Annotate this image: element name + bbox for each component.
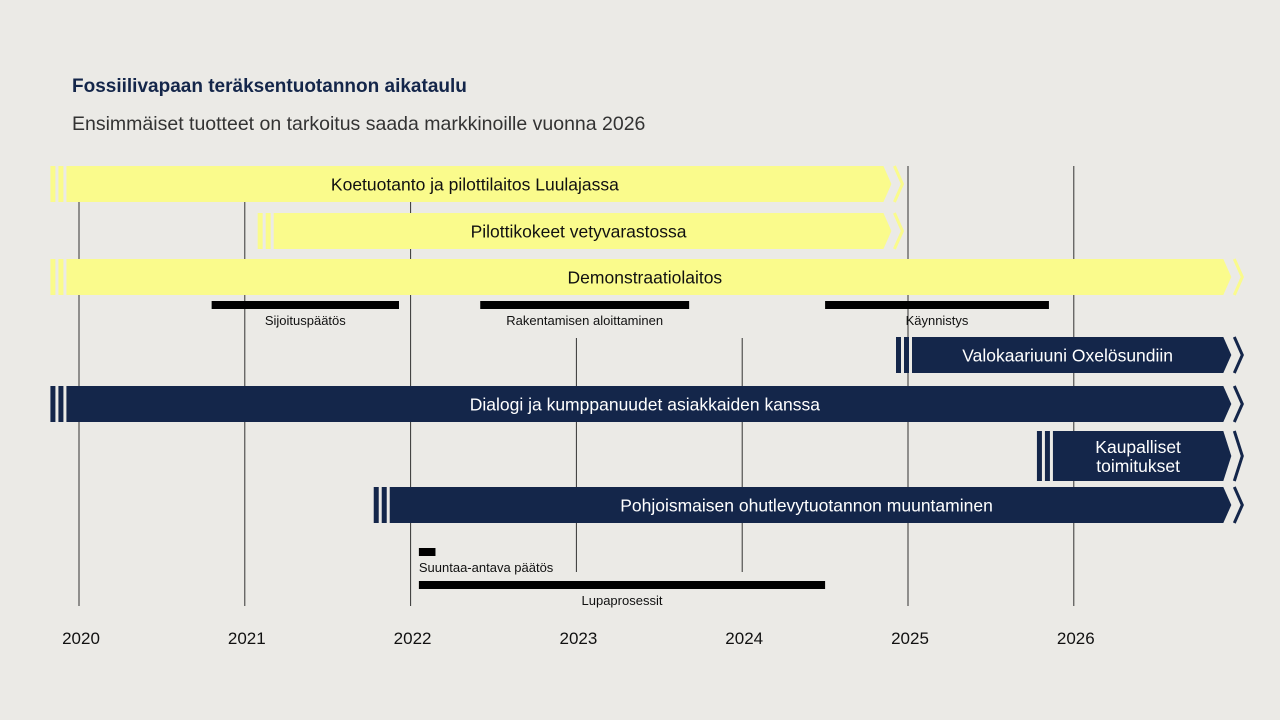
bar-valokaariuuni-oxelosundiin xyxy=(896,337,1242,373)
milestone-suuntaa-antava-paatos xyxy=(419,548,554,575)
x-tick-label-2026: 2026 xyxy=(1056,629,1095,648)
bar-start-stripe xyxy=(266,213,271,249)
bar-pilottikokeet-vetyvarastossa xyxy=(258,213,903,249)
bar-koetuotanto-ja-pilottilaitos-luulajassa xyxy=(50,166,902,202)
milestone-bar xyxy=(419,581,825,589)
milestone-rakentamisen-aloittaminen xyxy=(480,301,689,328)
timeline-bars xyxy=(50,166,1242,523)
chart-subtitle: Ensimmäiset tuotteet on tarkoitus saada markkinoille vuonna 2026 xyxy=(72,113,646,135)
milestone-label: Rakentamisen aloittaminen xyxy=(506,313,664,328)
bar-start-stripe xyxy=(50,166,55,202)
bar-start-stripe xyxy=(1037,431,1042,481)
bar-label: Pilottikokeet vetyvarastossa xyxy=(470,221,687,242)
x-tick-label-2024: 2024 xyxy=(725,629,764,648)
bar-start-stripe xyxy=(58,166,63,202)
milestone-bar xyxy=(480,301,689,309)
bar-start-stripe xyxy=(58,259,63,295)
bar-start-stripe xyxy=(896,337,901,373)
milestone-label: Sijoituspäätös xyxy=(264,313,346,328)
milestone-label: Suuntaa-antava päätös xyxy=(418,560,554,575)
milestone-sijoituspaatos xyxy=(212,301,399,328)
bar-label: Koetuotanto ja pilottilaitos Luulajassa xyxy=(330,174,619,195)
milestone-bar xyxy=(825,301,1049,309)
x-tick-label-2025: 2025 xyxy=(891,629,929,648)
bar-start-stripe xyxy=(1045,431,1050,481)
bar-end-chevron xyxy=(1234,431,1242,481)
bar-start-stripe xyxy=(374,487,379,523)
bar-end-chevron xyxy=(1234,487,1242,523)
milestone-bar xyxy=(212,301,399,309)
bar-start-stripe xyxy=(382,487,387,523)
milestone-kaynnistys xyxy=(825,301,1049,328)
bar-end-chevron xyxy=(894,166,902,202)
bar-label: Dialogi ja kumppanuudet asiakkaiden kanssa xyxy=(469,394,820,415)
x-tick-label-2022: 2022 xyxy=(393,629,432,648)
bar-start-stripe xyxy=(258,213,263,249)
milestone-lupaprosessit xyxy=(419,581,825,608)
bar-start-stripe xyxy=(904,337,909,373)
x-tick-label-2023: 2023 xyxy=(559,629,598,648)
bar-end-chevron xyxy=(1234,337,1242,373)
bar-start-stripe xyxy=(58,386,63,422)
x-tick-label-2021: 2021 xyxy=(227,629,266,648)
bar-start-stripe xyxy=(50,259,55,295)
bar-end-chevron xyxy=(894,213,902,249)
milestone-label: Käynnistys xyxy=(905,313,969,328)
chart-title: Fossiilivapaan teräksentuotannon aikataulu xyxy=(72,76,467,97)
bar-dialogi-ja-kumppanuudet-asiakkaiden-kanssa xyxy=(50,386,1242,422)
milestone-label: Lupaprosessit xyxy=(581,593,663,608)
bar-label: Kaupalliset toimitukset xyxy=(1095,437,1181,476)
bar-end-chevron xyxy=(1234,259,1242,295)
bar-pohjoismaisen-ohutlevytuotannon-muuntaminen xyxy=(374,487,1243,523)
bar-label: Valokaariuuni Oxelösundiin xyxy=(962,345,1174,366)
milestone-bar xyxy=(419,548,436,556)
x-axis-ticks xyxy=(62,629,1095,648)
bar-start-stripe xyxy=(50,386,55,422)
bar-demonstraatiolaitos xyxy=(50,259,1242,295)
bar-kaupalliset-toimitukset xyxy=(1037,431,1242,481)
bar-label: Pohjoismaisen ohutlevytuotannon muuntaminen xyxy=(620,495,993,516)
bar-label: Demonstraatiolaitos xyxy=(567,267,723,288)
bar-end-chevron xyxy=(1234,386,1242,422)
x-tick-label-2020: 2020 xyxy=(62,629,100,648)
